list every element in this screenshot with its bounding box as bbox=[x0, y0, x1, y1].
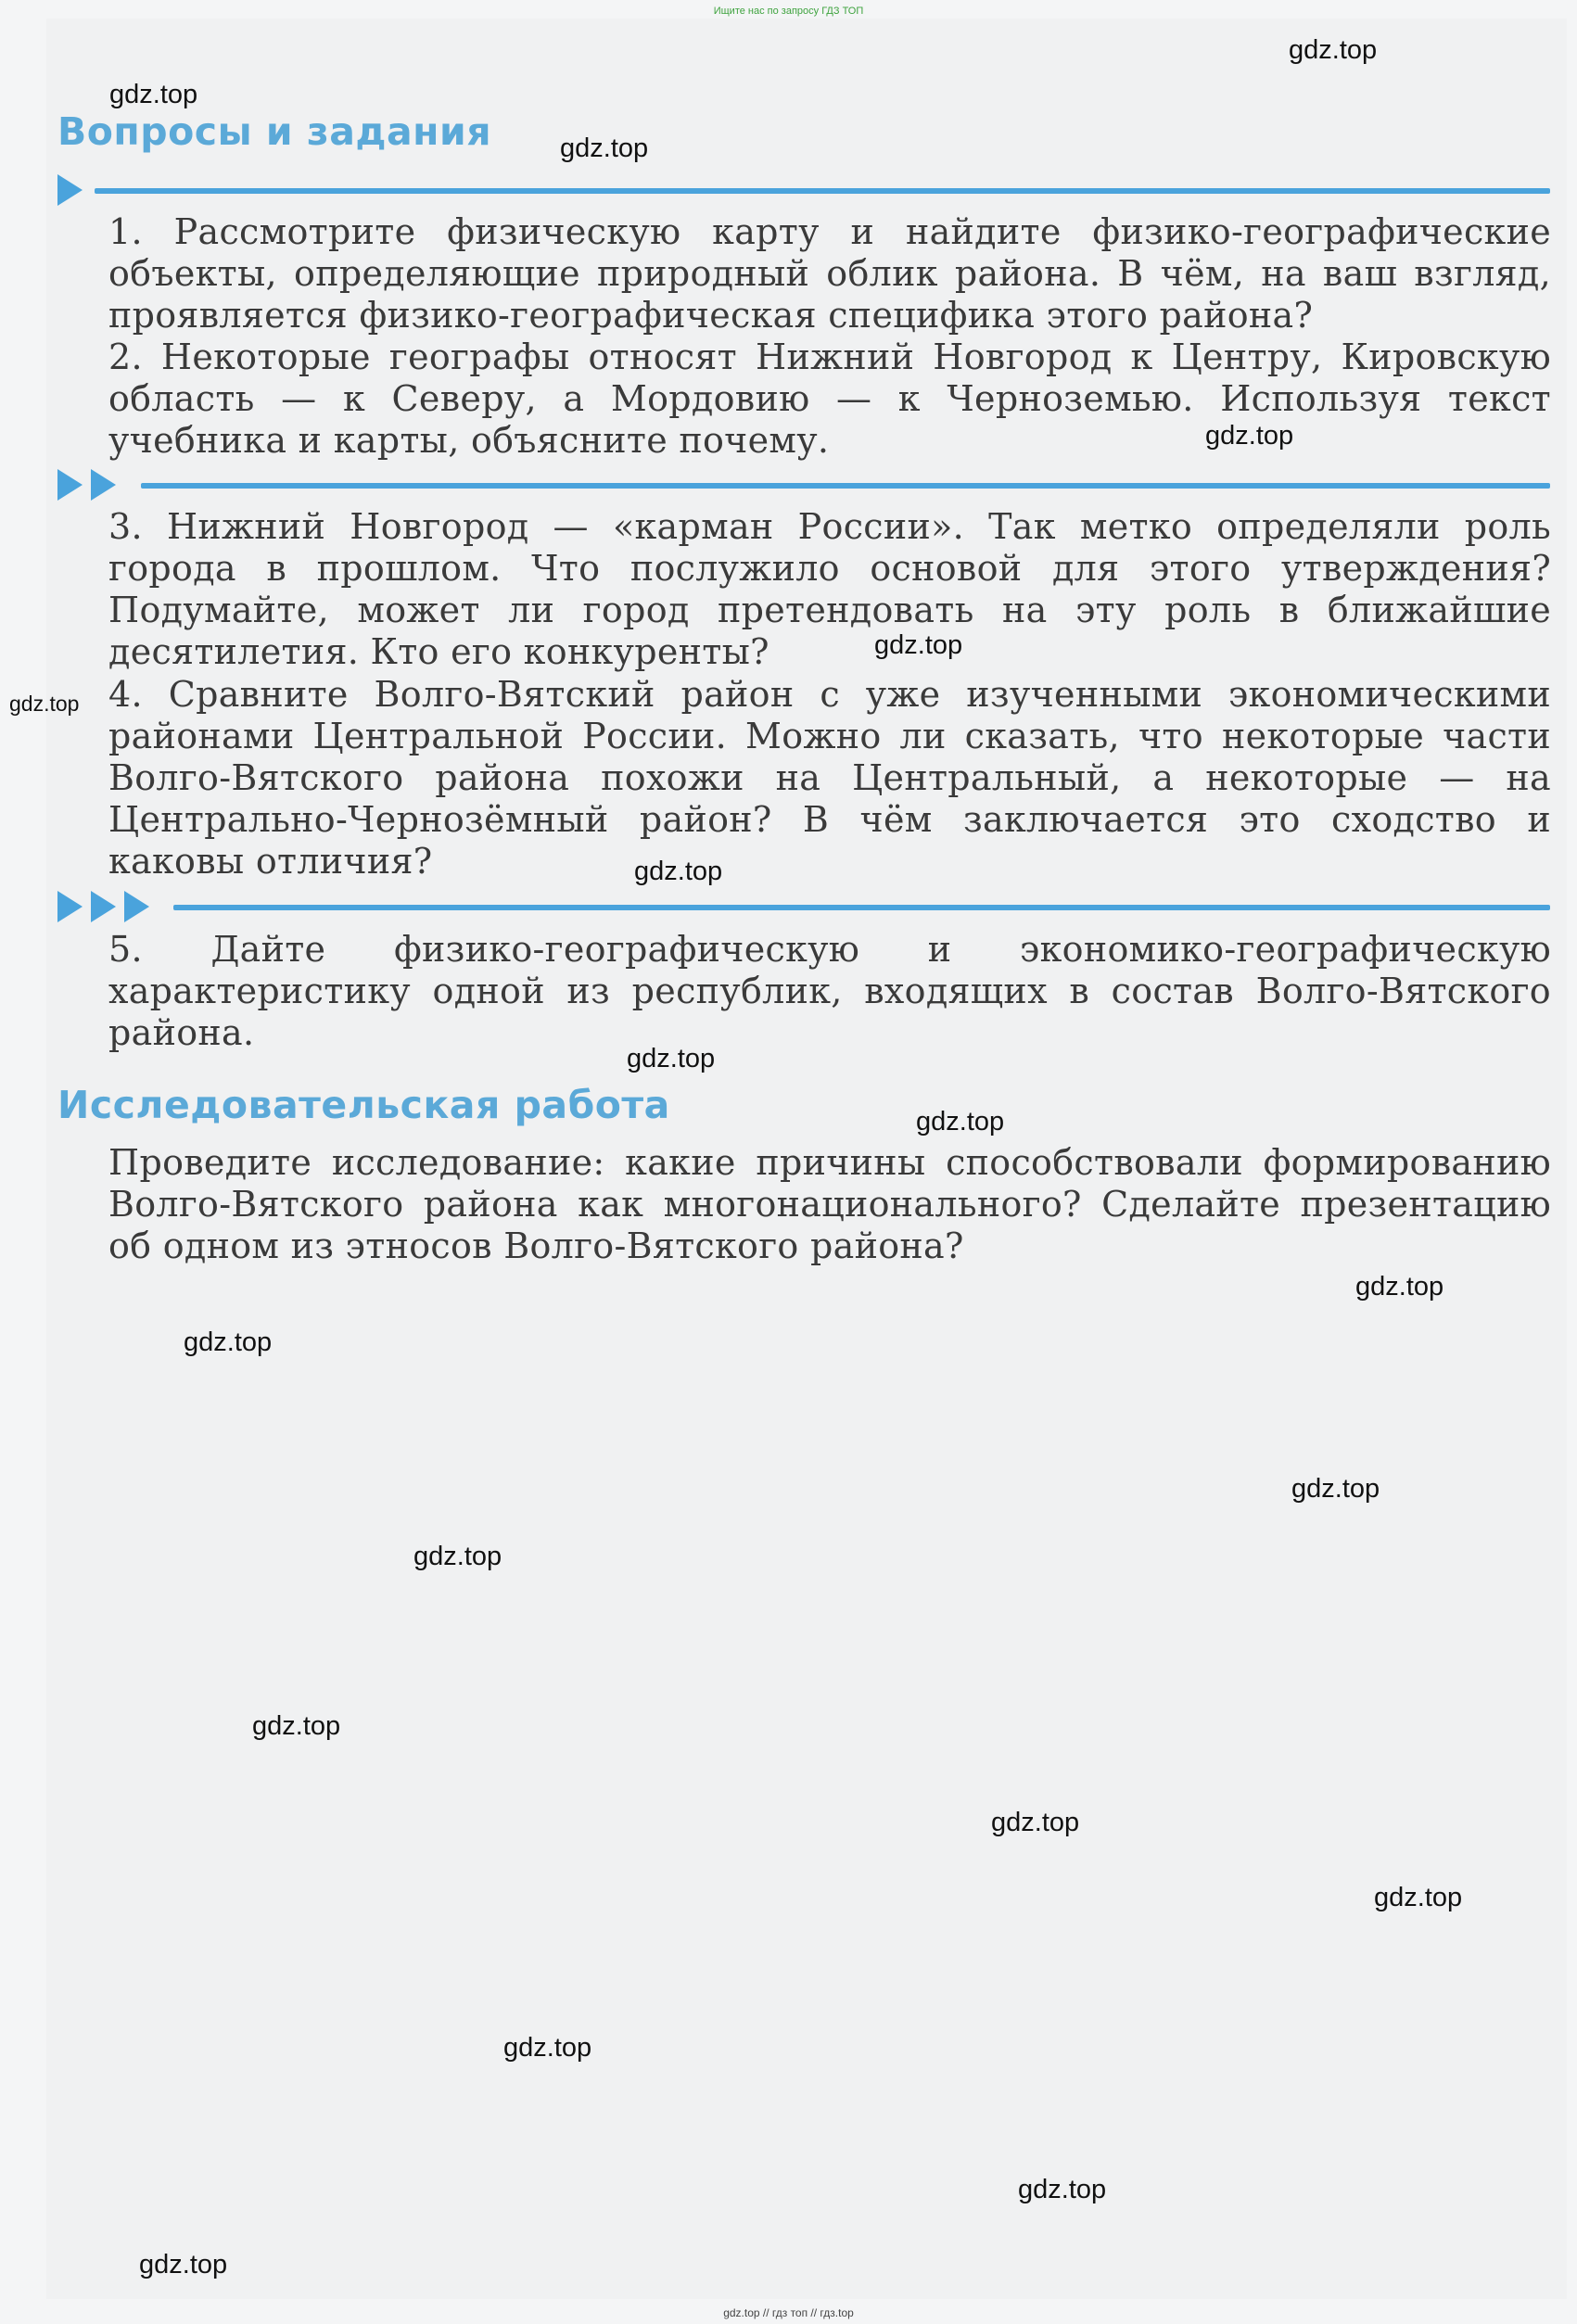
question-3: 3. Нижний Новгород — «карман России». Так метко определяли роль города в прошлом. Что послужило основой для этого утверждения? Подумайте, может ли город претендовать на эту роль в ближайшие десятилетия. Кто его конкуренты? bbox=[108, 506, 1551, 672]
question-4: 4. Сравните Волго-Вятский район с уже изученными экономическими районами Центральной России. Можно ли сказать, что некоторые части Волго-Вятского района похожи на Центральный, а некоторые — на Центрально-Чернозёмный район? В чём заключается это сходство и каковы отличия? bbox=[108, 674, 1551, 882]
watermark: gdz.top bbox=[184, 1327, 273, 1357]
watermark: gdz.top bbox=[1205, 421, 1294, 451]
watermark: gdz.top bbox=[252, 1711, 341, 1741]
question-1: 1. Рассмотрите физическую карту и найдите физико-географические объекты, определяющие природный облик района. В чём, на ваш взгляд, проявляется физико-географическая специфика этого района? bbox=[108, 211, 1551, 336]
watermark: gdz.top bbox=[560, 133, 649, 163]
watermark: gdz.top bbox=[1291, 1474, 1380, 1504]
watermark: gdz.top bbox=[1355, 1272, 1444, 1302]
watermark: gdz.top bbox=[634, 857, 723, 886]
questions-heading: Вопросы и задания bbox=[57, 109, 492, 154]
watermark: gdz.top bbox=[916, 1107, 1005, 1137]
watermark: gdz.top bbox=[874, 630, 963, 660]
footer-note: gdz.top // гдз топ // гдз.top bbox=[723, 2306, 854, 2319]
level-2-divider bbox=[57, 469, 1550, 502]
watermark: gdz.top bbox=[9, 692, 80, 716]
watermark: gdz.top bbox=[627, 1044, 716, 1073]
question-2: 2. Некоторые географы относят Нижний Новгород к Центру, Кировскую область — к Северу, а Мордовию — к Черноземью. Используя текст учебника и карты, объясните почему. bbox=[108, 337, 1551, 461]
header-search-note: Ищите нас по запросу ГДЗ ТОП bbox=[713, 6, 864, 17]
question-5: 5. Дайте физико-географическую и экономико-географическую характеристику одной из республик, входящих в состав Волго-Вятского района. bbox=[108, 929, 1551, 1053]
watermark: gdz.top bbox=[1374, 1883, 1463, 1912]
watermark: gdz.top bbox=[109, 80, 198, 109]
research-heading: Исследовательская работа bbox=[57, 1083, 670, 1127]
double-arrow-level-icon bbox=[57, 469, 124, 502]
single-arrow-level-icon bbox=[57, 174, 91, 208]
watermark: gdz.top bbox=[1289, 35, 1378, 65]
watermark: gdz.top bbox=[503, 2033, 592, 2063]
level-3-divider bbox=[57, 891, 1550, 924]
research-text: Проведите исследование: какие причины способствовали формированию Волго-Вятского района как многонационального? Сделайте презентацию об одном из этносов Волго-Вятского района? bbox=[108, 1142, 1551, 1266]
watermark: gdz.top bbox=[139, 2250, 228, 2280]
watermark: gdz.top bbox=[1018, 2175, 1107, 2204]
triple-arrow-level-icon bbox=[57, 891, 158, 924]
level-1-divider bbox=[57, 174, 1550, 208]
watermark: gdz.top bbox=[991, 1808, 1080, 1837]
watermark: gdz.top bbox=[413, 1542, 502, 1571]
